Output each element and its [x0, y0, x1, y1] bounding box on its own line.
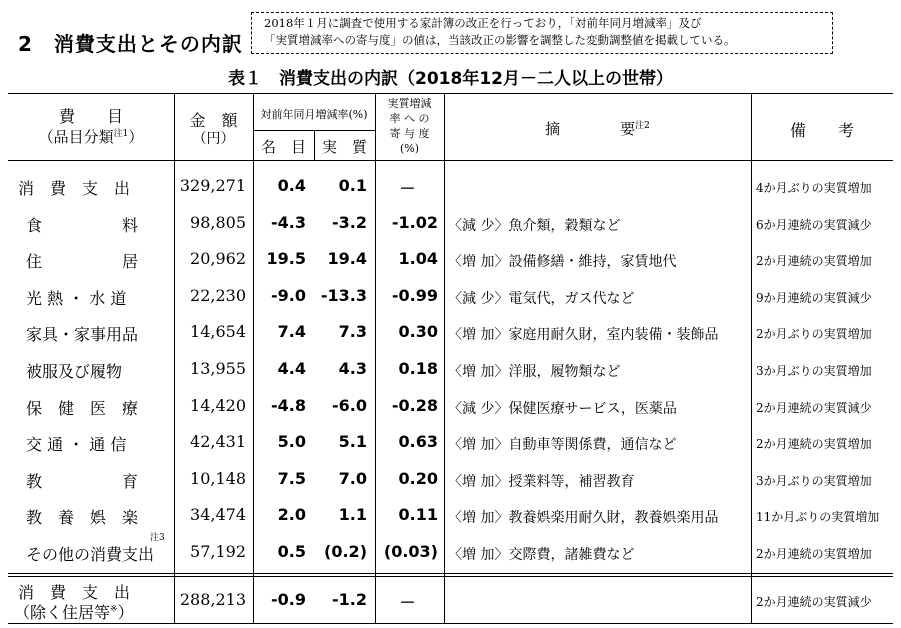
- row-item-note: 注3: [150, 533, 165, 543]
- header-summary: [444, 118, 751, 139]
- row-amount: 34,474: [190, 505, 246, 524]
- row-item-text: 教 養 娯 楽: [26, 508, 139, 527]
- last-row-double-rule: [8, 573, 893, 574]
- row-item-line2: [14, 600, 134, 623]
- row-contribution: 0.11: [398, 505, 438, 524]
- row-contribution: -0.99: [391, 286, 438, 305]
- row-nominal: -4.3: [271, 213, 306, 232]
- header-remarks: 備 考: [789, 121, 854, 140]
- row-nominal: -9.0: [271, 286, 306, 305]
- row-nominal: 0.4: [277, 176, 306, 195]
- header-summary-note: 注2: [635, 121, 650, 131]
- row-contribution: 0.18: [398, 359, 438, 378]
- row-remark: 3か月ぶりの実質増加: [756, 474, 872, 488]
- row-real: (0.2): [324, 542, 367, 561]
- row-remark: 2か月連続の実質増加: [756, 547, 872, 561]
- row-summary: 〈減 少〉電気代，ガス代など: [448, 291, 635, 307]
- row-item-line2-close: ）: [117, 603, 134, 622]
- row-summary: 〈増 加〉交際費，諸雑費など: [448, 547, 635, 563]
- row-amount: 10,148: [190, 469, 246, 488]
- row-real: 19.4: [327, 249, 367, 268]
- header-contribution-line3: 寄 与 度: [389, 127, 430, 140]
- row-remark: 2か月連続の実質減少: [756, 595, 872, 609]
- row-nominal: 19.5: [266, 249, 306, 268]
- table-top-rule: [8, 93, 893, 94]
- row-item-line1: 消 費 支 出: [18, 583, 131, 602]
- row-nominal: 5.0: [277, 432, 306, 451]
- row-real: 1.1: [338, 505, 367, 524]
- row-real: 0.1: [338, 176, 367, 195]
- section-title: 2 消費支出とその内訳: [18, 32, 243, 56]
- row-amount: 329,271: [179, 176, 246, 195]
- row-item-text: 食 料: [26, 216, 139, 235]
- row-remark: 2か月連続の実質増加: [756, 254, 872, 268]
- row-nominal: 0.5: [277, 542, 306, 561]
- row-item-text: 家具・家事用品: [26, 325, 139, 344]
- col-divider-amount: [253, 93, 254, 623]
- row-real: 7.3: [338, 322, 367, 341]
- row-item-text: 保 健 医 療: [26, 399, 139, 418]
- row-item: [26, 533, 168, 565]
- row-nominal: 4.4: [277, 359, 306, 378]
- row-item: [26, 286, 168, 309]
- row-amount: 14,420: [190, 396, 246, 415]
- row-item-text: 被服及び履物: [26, 362, 123, 381]
- row-remark: 6か月連続の実質減少: [756, 218, 872, 232]
- row-contribution: 0.30: [398, 322, 438, 341]
- row-item: [26, 432, 168, 455]
- row-summary: 〈増 加〉洋服，履物類など: [448, 364, 621, 380]
- row-real: -13.3: [320, 286, 367, 305]
- row-nominal: 7.4: [277, 322, 306, 341]
- note-line-2: 「実質増減率への寄与度」の値は，当該改正の影響を調整した変動調整値を掲載している。: [264, 33, 736, 47]
- header-item-sub: [8, 126, 174, 147]
- row-contribution: －: [399, 179, 416, 198]
- row-item-text: 住 居: [26, 252, 139, 271]
- row-item-text: 交 通 ・ 通 信: [26, 435, 127, 454]
- row-item: [26, 249, 168, 272]
- note-line-1: 2018年１月に調査で使用する家計簿の改正を行っており，「対前年同月増減率」及び: [264, 16, 702, 30]
- col-divider-item: [174, 93, 175, 623]
- row-amount: 42,431: [190, 432, 246, 451]
- row-nominal: -4.8: [271, 396, 306, 415]
- row-item-text: その他の消費支出: [26, 545, 155, 564]
- row-contribution: 0.20: [398, 469, 438, 488]
- table-bottom-rule: [8, 623, 893, 624]
- row-item: [26, 396, 168, 419]
- row-amount: 13,955: [190, 359, 246, 378]
- col-divider-real: [375, 93, 376, 623]
- header-contribution-line1: 実質増減: [387, 97, 432, 110]
- row-real: -6.0: [332, 396, 367, 415]
- row-remark: 9か月連続の実質減少: [756, 291, 872, 305]
- row-item: [26, 469, 168, 492]
- row-contribution: －: [399, 593, 416, 612]
- row-item: [26, 359, 168, 382]
- last-row-double-rule-2: [8, 576, 893, 577]
- row-summary: 〈増 加〉自動車等関係費，通信など: [448, 437, 677, 453]
- col-divider-contrib: [444, 93, 445, 623]
- row-remark: 2か月連続の実質増加: [756, 437, 872, 451]
- row-contribution: -1.02: [391, 213, 438, 232]
- row-item-text: 光 熱 ・ 水 道: [26, 289, 127, 308]
- row-nominal: -0.9: [271, 590, 306, 609]
- row-contribution: -0.28: [391, 396, 438, 415]
- header-summary-text: 摘 要: [545, 120, 636, 138]
- row-remark: 2か月ぶりの実質増加: [756, 327, 872, 341]
- table-title: 表１ 消費支出の内訳（2018年12月－二人以上の世帯）: [228, 69, 673, 89]
- row-item: [26, 213, 168, 236]
- col-divider-summary: [751, 93, 752, 623]
- row-real: -1.2: [332, 590, 367, 609]
- row-nominal: 7.5: [277, 469, 306, 488]
- row-real: 5.1: [338, 432, 367, 451]
- header-contribution-line4: (%): [399, 142, 420, 155]
- header-contribution: [375, 96, 444, 156]
- header-amount: 金 額: [189, 111, 238, 130]
- row-item: [26, 322, 168, 345]
- row-nominal: 2.0: [277, 505, 306, 524]
- row-item-line2-text: （除く住居等: [14, 603, 111, 622]
- header-item-sub-text: （品目分類: [38, 128, 114, 146]
- row-item-text: 消 費 支 出: [18, 179, 131, 198]
- row-contribution: 0.63: [398, 432, 438, 451]
- header-item-sub-close: ）: [128, 128, 144, 146]
- row-remark: 2か月連続の実質減少: [756, 401, 872, 415]
- row-contribution: 1.04: [398, 249, 438, 268]
- row-summary: 〈減 少〉魚介類，穀類など: [448, 218, 621, 234]
- row-item: [26, 505, 168, 528]
- row-remark: 4か月ぶりの実質増加: [756, 181, 872, 195]
- row-remark: 11か月ぶりの実質増加: [756, 510, 880, 524]
- row-contribution: (0.03): [383, 542, 438, 561]
- row-amount: 22,230: [190, 286, 246, 305]
- row-summary: 〈減 少〉保健医療サービス，医薬品: [448, 401, 677, 417]
- header-contribution-line2: 率 へ の: [389, 112, 430, 125]
- row-amount: 14,654: [190, 322, 246, 341]
- row-real: 4.3: [338, 359, 367, 378]
- header-yoy-group: 対前年同月増減率(%): [260, 108, 368, 121]
- adjustment-note: [251, 12, 833, 54]
- header-item-sub-note: 注1: [113, 129, 129, 139]
- header-bottom-rule: [8, 160, 893, 161]
- row-item-line2-mark: ※: [110, 604, 118, 615]
- row-summary: 〈増 加〉家庭用耐久財，室内装備・装飾品: [448, 327, 719, 343]
- header-item: 費 目: [58, 107, 123, 126]
- row-summary: 〈増 加〉教養娯楽用耐久財，教養娯楽用品: [448, 510, 719, 526]
- row-summary: 〈増 加〉設備修繕・維持，家賃地代: [448, 254, 677, 270]
- row-real: -3.2: [332, 213, 367, 232]
- header-amount-unit: （円）: [192, 131, 235, 147]
- row-remark: 3か月ぶりの実質増加: [756, 364, 872, 378]
- row-amount: 20,962: [190, 249, 246, 268]
- header-nominal: 名 目: [260, 138, 306, 156]
- row-item: [18, 176, 168, 199]
- row-real: 7.0: [338, 469, 367, 488]
- row-item-text: 教 育: [26, 472, 139, 491]
- row-amount: 57,192: [190, 542, 246, 561]
- row-amount: 98,805: [190, 213, 246, 232]
- row-summary: 〈増 加〉授業料等，補習教育: [448, 474, 635, 490]
- header-real: 実 質: [321, 138, 367, 156]
- row-amount: 288,213: [179, 590, 246, 609]
